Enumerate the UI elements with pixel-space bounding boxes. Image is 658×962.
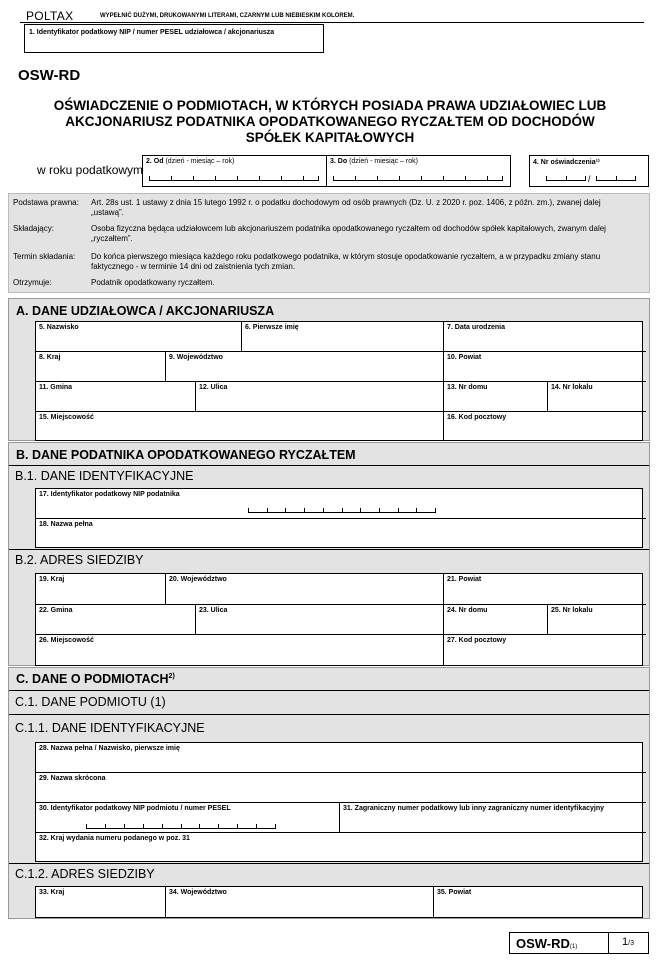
digit-tick xyxy=(285,508,286,512)
field-35-county[interactable]: 35. Powiat xyxy=(437,889,472,896)
field-29-short-name[interactable]: 29. Nazwa skrócona xyxy=(36,773,646,803)
nip-ticks xyxy=(86,825,276,829)
field-13-house-number[interactable]: 13. Nr domu xyxy=(444,382,548,412)
form-title xyxy=(20,98,640,146)
brand-label: POLTAX xyxy=(26,9,74,23)
date-ticks xyxy=(333,177,503,181)
slash-separator: / xyxy=(588,174,591,184)
header-divider xyxy=(20,22,644,23)
number-ticks xyxy=(596,177,636,181)
digit-tick xyxy=(199,824,200,828)
section-c12-grid xyxy=(35,886,643,918)
field-10-county[interactable]: 10. Powiat xyxy=(444,352,646,382)
section-b2-title: B.2. ADRES SIEDZIBY xyxy=(15,553,144,567)
field-34-voivodeship[interactable]: 34. Województwo xyxy=(166,887,434,918)
digit-tick xyxy=(267,508,268,512)
digit-tick xyxy=(379,508,380,512)
digit-tick xyxy=(256,824,257,828)
legal-info-block: Podstawa prawna: Art. 28s ust. 1 ustawy z dnia 15 lutego 1992 r. o podatku dochodowym od osób prawnych (Dz. U. z 2020 r. poz. 1406, z późn. zm.), zwanej dalej „ustawą”. Składający: Osoba fizyczna będąca udziałowcem lub akcjonariuszem podatnika opodatkowanego ryczałtem od dochodów spółek kapitałowych, zwanym dalej „ryczałtem”. Termin składania: Do końca pierwszego miesiąca każdego roku podatkowego podatnika, w którym stosuje opodatkowanie ryczałtem, a w przypadku zmiany stanu faktycznego - w terminie 14 dni od zaistnienia tych zmian. Otrzymuje: Podatnik opodatkowany ryczałtem. xyxy=(8,193,650,293)
digit-tick xyxy=(323,508,324,512)
digit-tick xyxy=(416,508,417,512)
field-2-hint: (dzień - miesiąc – rok) xyxy=(165,158,235,165)
field-4-label: 4. Nr oświadczenia¹⁾ xyxy=(533,159,600,166)
field-33-country[interactable]: 33. Kraj xyxy=(36,887,166,918)
digit-tick xyxy=(398,508,399,512)
field-28-full-name[interactable]: 28. Nazwa pełna / Nazwisko, pierwsze imię xyxy=(36,743,646,773)
section-b1-title: B.1. DANE IDENTYFIKACYJNE xyxy=(15,469,194,483)
footer-form-code: OSW-RD(1) xyxy=(516,936,578,951)
section-c xyxy=(8,667,650,919)
field-9-voivodeship[interactable]: 9. Województwo xyxy=(166,352,444,382)
field-19-country[interactable]: 19. Kraj xyxy=(36,574,166,605)
title-line-2: AKCJONARIUSZ PODATNIKA OPODATKOWANEGO RYCZAŁTEM OD DOCHODÓW xyxy=(65,114,595,129)
digit-tick xyxy=(181,824,182,828)
field-18-full-name[interactable]: 18. Nazwa pełna xyxy=(39,521,93,528)
field-24-house-number[interactable]: 24. Nr domu xyxy=(444,605,548,635)
field-22-municipality[interactable]: 22. Gmina xyxy=(36,605,196,635)
field-5-surname[interactable]: 5. Nazwisko xyxy=(36,322,242,352)
digit-tick xyxy=(304,508,305,512)
field-27-postal-code[interactable]: 27. Kod pocztowy xyxy=(447,637,507,644)
field-6-first-name[interactable]: 6. Pierwsze imię xyxy=(242,322,444,352)
section-b-title: B. DANE PODATNIKA OPODATKOWANEGO RYCZAŁTEM xyxy=(16,448,356,462)
field-32-issuing-country[interactable]: 32. Kraj wydania numeru podanego w poz. 31 xyxy=(39,835,190,842)
field-7-birth-date[interactable]: 7. Data urodzenia xyxy=(444,322,646,352)
digit-tick xyxy=(218,824,219,828)
section-c11-title: C.1.1. DANE IDENTYFIKACYJNE xyxy=(15,721,205,735)
section-c11-grid xyxy=(35,742,643,862)
field-21-county[interactable]: 21. Powiat xyxy=(444,574,646,605)
field-25-apartment-number[interactable]: 25. Nr lokalu xyxy=(548,605,646,635)
digit-tick xyxy=(360,508,361,512)
field-2-label: 2. Od xyxy=(146,158,164,165)
section-c12-title: C.1.2. ADRES SIEDZIBY xyxy=(15,867,155,881)
field-1-taxpayer-id[interactable] xyxy=(24,24,324,53)
field-30-nip-pesel[interactable]: 30. Identyfikator podatkowy NIP podmiotu / numer PESEL xyxy=(36,803,340,833)
page-number: 1/3 xyxy=(622,936,634,948)
page-footer xyxy=(509,932,649,954)
section-a-grid xyxy=(35,321,643,441)
section-c-title: C. DANE O PODMIOTACH$^{2)}$ xyxy=(16,672,175,686)
section-c1-title: C.1. DANE PODMIOTU (1) xyxy=(15,695,166,709)
form-code: OSW-RD xyxy=(18,67,81,84)
date-ticks xyxy=(149,177,319,181)
number-ticks xyxy=(546,177,586,181)
field-1-label: 1. Identyfikator podatkowy NIP / numer PESEL udziałowca / akcjonariusza xyxy=(29,29,275,36)
field-11-municipality[interactable]: 11. Gmina xyxy=(36,382,196,412)
field-17-nip[interactable]: 17. Identyfikator podatkowy NIP podatnika xyxy=(36,489,646,519)
digit-tick xyxy=(275,824,276,828)
field-4-statement-number[interactable] xyxy=(529,155,649,187)
field-14-apartment-number[interactable]: 14. Nr lokalu xyxy=(548,382,646,412)
field-12-street[interactable]: 12. Ulica xyxy=(196,382,444,412)
digit-tick xyxy=(86,824,87,828)
field-3-hint: (dzień - miesiąc – rok) xyxy=(349,158,418,165)
digit-tick xyxy=(342,508,343,512)
digit-tick xyxy=(105,824,106,828)
title-line-1: OŚWIADCZENIE O PODMIOTACH, W KTÓRYCH POSIADA PRAWA UDZIAŁOWIEC LUB xyxy=(53,98,607,113)
section-b1-grid xyxy=(35,488,643,548)
field-31-foreign-tax-number[interactable]: 31. Zagraniczny numer podatkowy lub inny zagraniczny numer identyfikacyjny xyxy=(340,803,646,833)
section-a xyxy=(8,298,650,441)
section-b xyxy=(8,442,650,666)
field-8-country[interactable]: 8. Kraj xyxy=(36,352,166,382)
field-2-date-from[interactable] xyxy=(142,155,327,187)
field-3-date-to[interactable] xyxy=(326,155,511,187)
field-20-voivodeship[interactable]: 20. Województwo xyxy=(166,574,444,605)
fill-instruction: WYPEŁNIĆ DUŻYMI, DRUKOWANYMI LITERAMI, CZARNYM LUB NIEBIESKIM KOLOREM. xyxy=(100,13,355,19)
digit-tick xyxy=(248,508,249,512)
digit-tick xyxy=(143,824,144,828)
title-line-3: SPÓŁEK KAPITAŁOWYCH xyxy=(245,130,415,145)
field-15-city[interactable]: 15. Miejscowość xyxy=(36,412,444,441)
nip-ticks xyxy=(248,509,436,513)
digit-tick xyxy=(237,824,238,828)
section-a-title: A. DANE UDZIAŁOWCA / AKCJONARIUSZA xyxy=(16,304,275,318)
tax-year-label: w roku podatkowym xyxy=(37,163,144,177)
field-16-postal-code[interactable]: 16. Kod pocztowy xyxy=(447,414,507,421)
digit-tick xyxy=(124,824,125,828)
digit-tick xyxy=(162,824,163,828)
digit-tick xyxy=(435,508,436,512)
field-3-label: 3. Do xyxy=(330,158,348,165)
field-23-street[interactable]: 23. Ulica xyxy=(196,605,444,635)
section-b2-grid xyxy=(35,573,643,666)
field-26-city[interactable]: 26. Miejscowość xyxy=(36,635,444,666)
